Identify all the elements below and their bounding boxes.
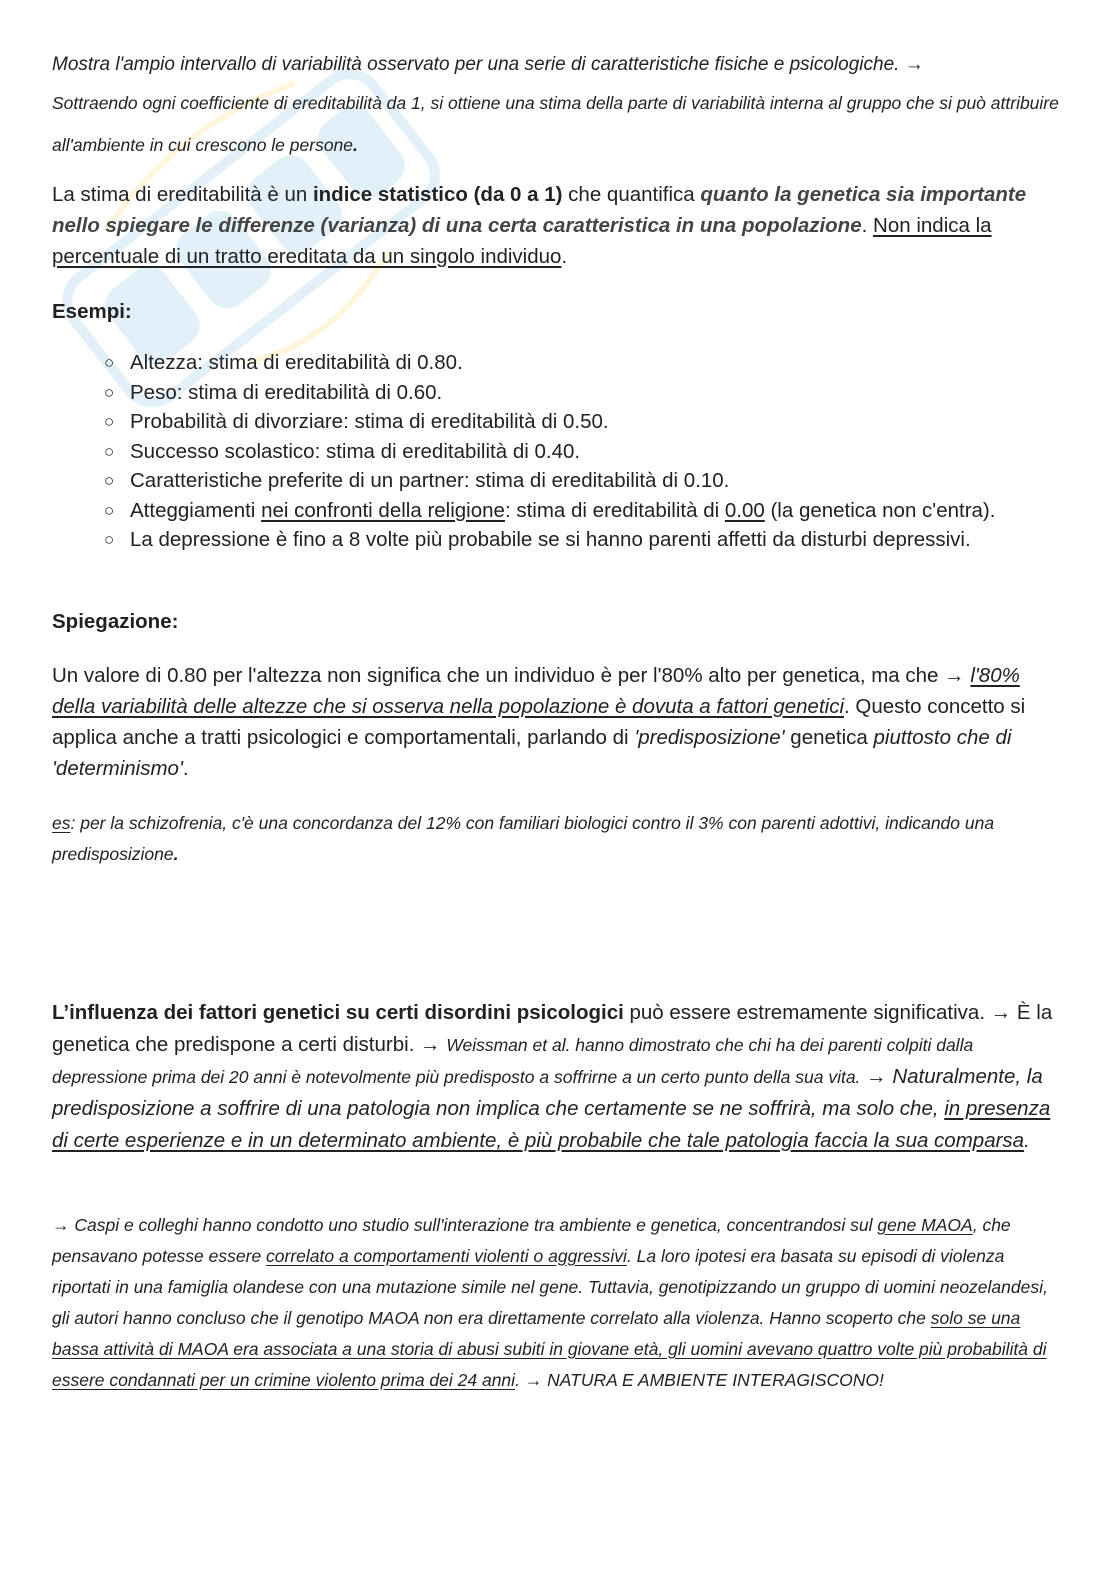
spiegazione-text: Un valore di 0.80 per l'altezza non significa che un individuo è per l'80% alto per genetica, ma che → l'80% della variabilità delle altezze che si osserva nella popolazione è dovuta a fattori genetici. Questo concetto si applica anche a tratti psicologici e comportamentali, parlando di 'predisposizione' genetica piuttosto che di 'determinismo'. <box>52 664 1026 780</box>
caspi-paragraph: → Caspi e colleghi hanno condotto uno studio sull'interazione tra ambiente e genetica, concentrandosi sul gene MAOA, che pensavano potesse essere correlato a comportamenti violenti o aggressivi. La loro ipotesi era basata su episodi di violenza riportati in una famiglia olandese con una mutazione simile nel gene. Tuttavia, genotipizzando un gruppo di uomini neozelandesi, gli autori hanno concluso che il genotipo MAOA non era direttamente correlato alla violenza. Hanno scoperto che solo se una bassa attività di MAOA era associata a una storia di abusi subiti in giovane età, gli uomini avevano quattro volte più probabilità di essere condannati per un crimine violento prima dei 24 anni. → NATURA E AMBIENTE INTERAGISCONO! <box>52 1215 1048 1390</box>
esempi-list <box>52 348 1116 555</box>
intro-sub: Sottraendo ogni coefficiente di ereditabilità da 1, si ottiene una stima della parte di variabilità interna al gruppo che si può attribuire all'ambiente in cui crescono le persone. <box>52 93 1059 155</box>
spiegazione-heading: Spiegazione: <box>52 610 179 633</box>
esempi-heading: Esempi: <box>52 300 132 323</box>
list-item: ○ Peso: stima di ereditabilità di 0.60. <box>104 380 443 404</box>
intro-line: Mostra l'ampio intervallo di variabilità osservato per una serie di caratteristiche fisiche e psicologiche. → <box>52 54 924 75</box>
heritability-definition: La stima di ereditabilità è un indice statistico (da 0 a 1) che quantifica quanto la genetica sia importante nello spiegare le differenze (varianza) di una certa caratteristica in una popolazione. Non indica la percentuale di un tratto ereditata da un singolo individuo. <box>52 183 1027 268</box>
influenza-paragraph: L’influenza dei fattori genetici su certi disordini psicologici può essere estremamente significativa. → È la genetica che predispone a certi disturbi. → Weissman et al. hanno dimostrato che chi ha dei parenti colpiti dalla depressione prima dei 20 anni è notevolmente più predisposto a soffrirne a un certo punto della sua vita. → Naturalmente, la predisposizione a soffrire di una patologia non implica che certamente se ne soffrirà, ma solo che, in presenza di certe esperienze e in un determinato ambiente, è più probabile che tale patologia faccia la sua comparsa. <box>52 1001 1053 1152</box>
list-item: ○ Probabilità di divorziare: stima di ereditabilità di 0.50. <box>104 410 609 433</box>
list-item: ○ Caratteristiche preferite di un partner: stima di ereditabilità di 0.10. <box>104 469 730 492</box>
list-item: ○ La depressione è fino a 8 volte più probabile se si hanno parenti affetti da disturbi depressivi. <box>104 528 971 551</box>
list-item: ○ Successo scolastico: stima di ereditabilità di 0.40. <box>104 439 581 463</box>
list-item: ○ Altezza: stima di ereditabilità di 0.80. <box>104 351 463 374</box>
list-item: ○ Atteggiamenti nei confronti della religione: stima di ereditabilità di 0.00 (la genetica non c'entra). <box>104 498 996 522</box>
es-note: es: per la schizofrenia, c'è una concordanza del 12% con familiari biologici contro il 3% con parenti adottivi, indicando una predisposizione. <box>52 813 995 864</box>
